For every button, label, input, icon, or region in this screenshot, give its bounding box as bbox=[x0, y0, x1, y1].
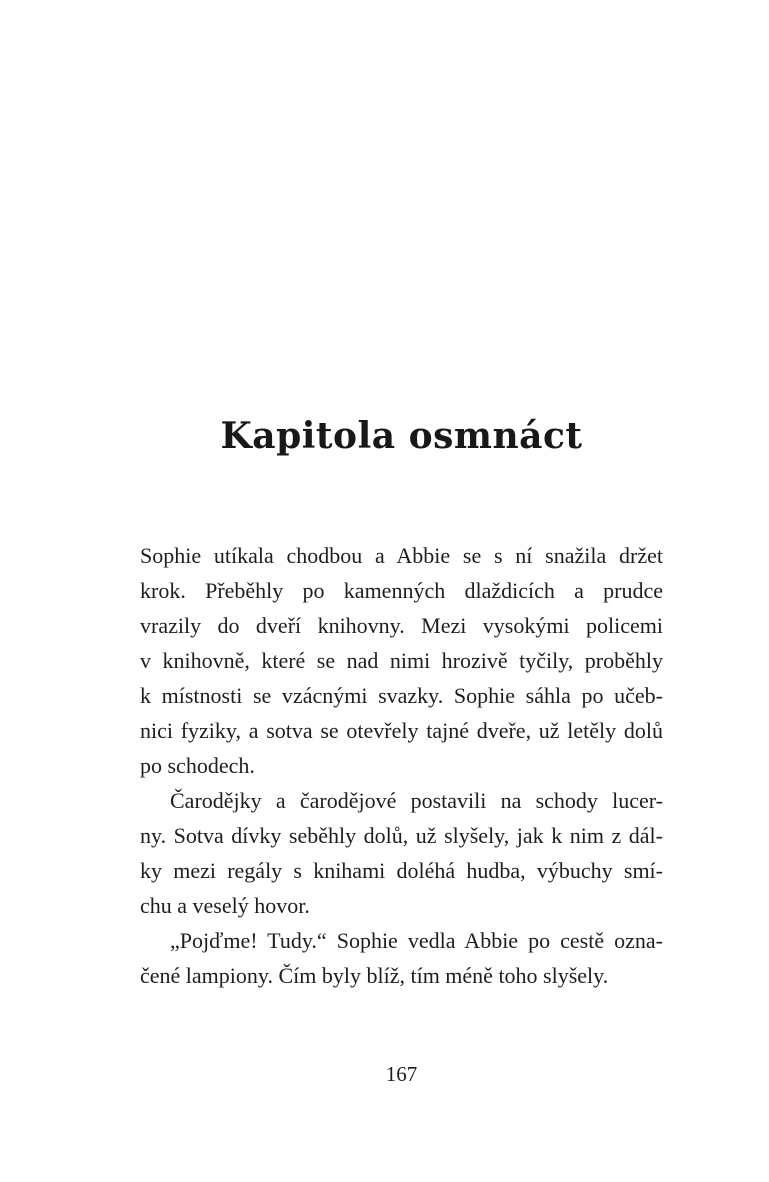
text-line: krok. Přeběhly po kamenných dlaždicích a prudce bbox=[140, 578, 663, 603]
text-line: Čarodějky a čarodějové postavili na schody lucer- bbox=[170, 788, 663, 813]
text-line: ky mezi regály s knihami doléhá hudba, výbuchy smí- bbox=[140, 858, 663, 883]
text-line: „Pojďme! Tudy.“ Sophie vedla Abbie po cestě ozna- bbox=[170, 928, 663, 953]
paragraph bbox=[140, 923, 663, 993]
chapter-title: Kapitola osmnáct bbox=[220, 415, 583, 457]
text-block bbox=[140, 538, 663, 993]
text-line: nici fyziky, a sotva se otevřely tajné dveře, už letěly dolů bbox=[140, 718, 663, 743]
text-line: vrazily do dveří knihovny. Mezi vysokými policemi bbox=[140, 613, 663, 638]
paragraph bbox=[140, 783, 663, 923]
text-line: po schodech. bbox=[140, 753, 255, 778]
text-line: Sophie utíkala chodbou a Abbie se s ní snažila držet bbox=[140, 543, 663, 568]
text-line: chu a veselý hovor. bbox=[140, 893, 310, 918]
text-line: čené lampiony. Čím byly blíž, tím méně toho slyšely. bbox=[140, 963, 609, 988]
text-line: ny. Sotva dívky seběhly dolů, už slyšely, jak k nim z dál- bbox=[140, 823, 663, 848]
paragraph bbox=[140, 538, 663, 783]
page-number: 167 bbox=[385, 1062, 418, 1086]
text-line: v knihovně, které se nad nimi hrozivě tyčily, proběhly bbox=[140, 648, 663, 673]
text-line: k místnosti se vzácnými svazky. Sophie sáhla po učeb- bbox=[140, 683, 663, 708]
